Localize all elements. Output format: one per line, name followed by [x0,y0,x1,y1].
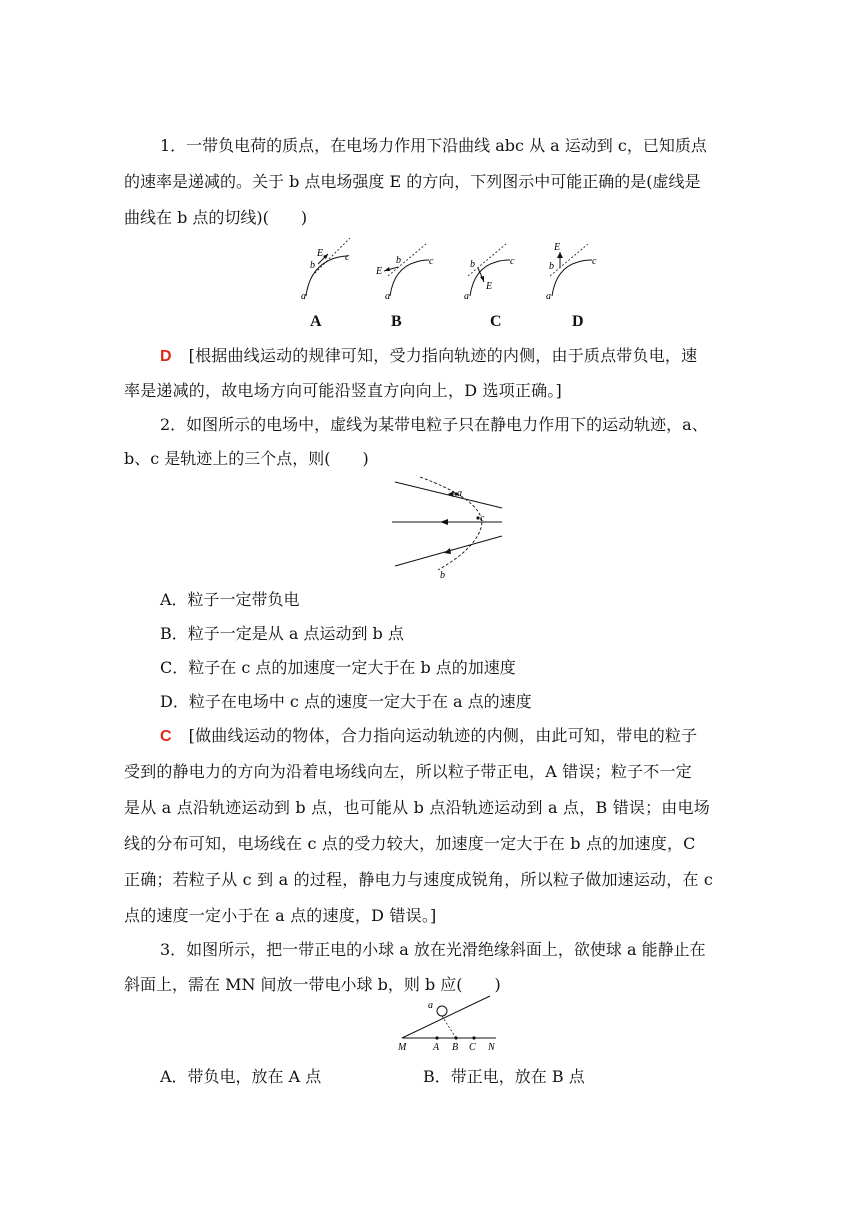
svg-text:E: E [554,242,561,253]
q1-explanation-2: 率是递减的，故电场方向可能沿竖直方向向上，D 选项正确。] [124,381,562,400]
q1-figure-b [375,244,434,302]
svg-text:a: a [546,291,551,302]
q2-explanation-2: 受到的静电力的方向为沿着电场线向左，所以粒子带正电，A 错误；粒子不一定 [124,762,692,781]
svg-text:c: c [480,513,485,524]
q2-option-b: B．粒子一定是从 a 点运动到 b 点 [160,624,404,643]
svg-text:a: a [385,291,390,302]
q1-figure-a [301,238,350,302]
svg-text:c: c [592,256,597,267]
q1-option-label-a: A [310,313,322,330]
q2-option-a: A．粒子一定带负电 [160,590,300,609]
q2-explanation-4: 线的分布可知，电场线在 c 点的受力较大，加速度一定大于在 b 点的加速度，C [124,834,696,853]
incline [402,996,490,1038]
q3-line1: 3．如图所示，把一带正电的小球 a 放在光滑绝缘斜面上，欲使球 a 能静止在 [160,940,706,959]
q1-line3: 曲线在 b 点的切线)( ) [124,208,308,227]
svg-text:N: N [488,1042,495,1053]
q3-option-a: A．带负电，放在 A 点 [160,1067,322,1086]
q3-option-b: B．带正电，放在 B 点 [423,1067,585,1086]
q1-line1: 1．一带负电荷的质点，在电场力作用下沿曲线 abc 从 a 运动到 c，已知质点 [160,136,707,155]
svg-text:E: E [486,281,493,292]
q3-line2: 斜面上，需在 MN 间放一带电小球 b，则 b 应( ) [124,975,501,994]
q2-explanation-6: 点的速度一定小于在 a 点的速度，D 错误。] [124,906,437,925]
svg-text:a: a [457,488,462,499]
ball-a [437,1006,447,1016]
q1-figures [290,236,610,306]
svg-text:b: b [396,255,401,266]
q2-line1: 2．如图所示的电场中，虚线为某带电粒子只在静电力作用下的运动轨迹，a、 [160,415,708,434]
q1-option-label-d: D [572,313,584,330]
svg-text:b: b [310,260,315,271]
q1-option-label-b: B [391,313,402,330]
svg-text:c: c [510,256,515,267]
q1-figure-d [546,242,597,302]
svg-text:B: B [452,1042,459,1053]
q2-line2: b、c 是轨迹上的三个点，则( ) [124,449,369,468]
svg-text:c: c [345,252,350,263]
svg-text:A: A [433,1042,440,1053]
arrow-middle [440,519,448,525]
svg-text:b: b [470,259,475,270]
svg-text:b: b [549,261,554,272]
svg-text:E: E [376,266,383,277]
q2-figure [390,474,510,584]
q1-option-label-c: C [490,313,502,330]
q3-figure [392,992,502,1054]
svg-text:a: a [428,1000,433,1011]
q2-option-c: C．粒子在 c 点的加速度一定大于在 b 点的加速度 [160,658,516,677]
svg-text:b: b [440,570,445,581]
q2-answer-line1 [160,725,697,748]
q2-explanation-3: 是从 a 点沿轨迹运动到 b 点，也可能从 b 点沿轨迹运动到 a 点，B 错误；由电场 [124,798,710,817]
arrow-bottom [444,548,451,554]
q2-explanation-5: 正确；若粒子从 c 到 a 的过程，静电力与速度成锐角，所以粒子做加速运动，在 c [124,870,714,889]
q1-figure-c [464,244,515,302]
q1-explanation-1: [根据曲线运动的规律可知，受力指向轨迹的内侧，由于质点带负电，速 [188,346,698,365]
q2-option-d: D．粒子在电场中 c 点的速度一定大于在 a 点的速度 [160,692,532,711]
svg-text:M: M [398,1042,407,1053]
q1-answer: D [160,348,172,365]
q1-line2: 的速率是递减的。关于 b 点电场强度 E 的方向，下列图示中可能正确的是(虚线是 [124,172,701,191]
q1-answer-line1 [160,345,697,368]
svg-text:a: a [464,291,469,302]
svg-text:a: a [301,291,306,302]
q2-explanation-1: [做曲线运动的物体，合力指向运动轨迹的内侧，由此可知，带电的粒子 [188,726,698,745]
q2-answer: C [160,728,172,745]
fig-label-E: E [317,248,324,259]
svg-text:c: c [429,256,434,267]
svg-text:C: C [469,1042,476,1053]
